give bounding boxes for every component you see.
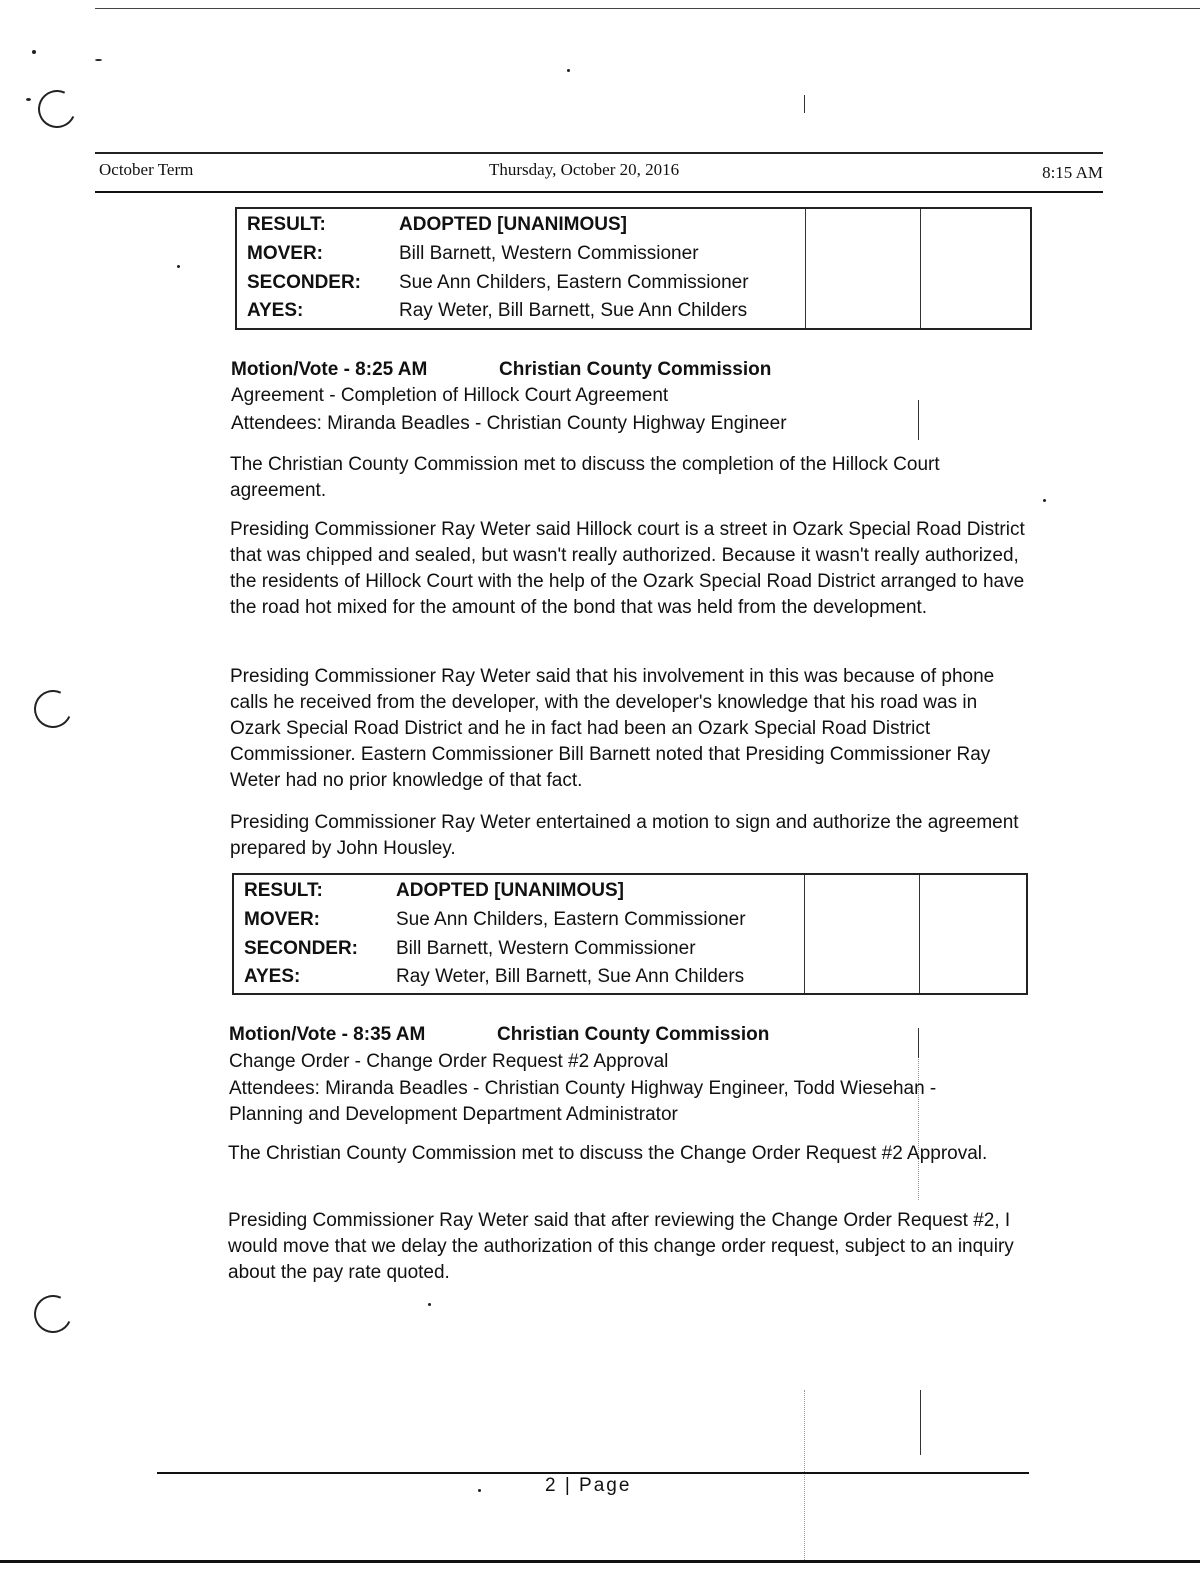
vote-value: Bill Barnett, Western Commissioner — [399, 243, 699, 264]
scan-speck — [26, 98, 31, 101]
scan-speck — [177, 265, 180, 268]
agenda-subject-2: Change Order - Change Order Request #2 Approval — [229, 1051, 669, 1072]
motion-time: Motion/Vote - 8:35 AM — [229, 1024, 426, 1045]
paragraph: Presiding Commissioner Ray Weter said that his involvement in this was because of phone calls he received from the developer, with the developer's knowledge that his road was in Ozark Special Road District and he in fact had been an Ozark Special Road District Commissioner. Eastern Commissioner Bill Barnett noted that Presiding Commissioner Ray Weter had no prior knowledge of that fact. — [230, 666, 995, 791]
agenda-subject-1: Agreement - Completion of Hillock Court Agreement — [231, 385, 669, 406]
scan-speck — [428, 1303, 431, 1306]
vote-result-table-1 — [235, 207, 1032, 330]
vote-value: Sue Ann Childers, Eastern Commissioner — [399, 272, 749, 293]
vote-value: Ray Weter, Bill Barnett, Sue Ann Childers — [399, 300, 748, 321]
vote-label: RESULT: — [247, 214, 326, 235]
page-number: 2 | Page — [545, 1475, 632, 1496]
scan-speck — [32, 50, 36, 54]
vote-value: Ray Weter, Bill Barnett, Sue Ann Childers — [396, 966, 745, 987]
vote-value: Bill Barnett, Western Commissioner — [396, 938, 696, 959]
table-column-divider — [919, 875, 920, 993]
header-bottom-rule — [95, 191, 1103, 193]
paragraph: Presiding Commissioner Ray Weter said Hillock court is a street in Ozark Special Road District that was chipped and sealed, but wasn't really authorized. Because it wasn't really authorized, the residents of Hillock Court with the help of the Ozark Special Road District arranged to have the road hot mixed for the amount of the bond that was held from the development. — [230, 519, 1025, 618]
meeting-date: Thursday, October 20, 2016 — [489, 160, 680, 179]
motion-heading-2 — [229, 1024, 770, 1046]
punch-hole-bottom — [29, 1290, 78, 1339]
vote-label: SECONDER: — [247, 272, 362, 293]
scan-dotted-line — [804, 1390, 805, 1560]
vote-label: AYES: — [244, 966, 301, 987]
vote-value: ADOPTED [UNANIMOUS] — [399, 214, 627, 235]
attendees-2-line-2: Planning and Development Department Administrator — [229, 1104, 678, 1125]
scan-speck — [1043, 499, 1046, 502]
motion-time: Motion/Vote - 8:25 AM — [231, 359, 428, 380]
vote-label: MOVER: — [244, 909, 320, 930]
vote-label: MOVER: — [247, 243, 323, 264]
vote-value: Sue Ann Childers, Eastern Commissioner — [396, 909, 746, 930]
footer-rule — [157, 1472, 1029, 1474]
table-column-divider — [805, 209, 806, 328]
vote-label: SECONDER: — [244, 938, 359, 959]
scan-mark — [918, 400, 919, 440]
attendees-2-line-1: Attendees: Miranda Beadles - Christian County Highway Engineer, Todd Wiesehan - — [229, 1078, 937, 1099]
paragraph: Presiding Commissioner Ray Weter entertained a motion to sign and authorize the agreement prepared by John Housley. — [230, 812, 1019, 859]
scan-top-edge — [95, 8, 1200, 9]
table-column-divider — [920, 209, 921, 328]
commission-name: Christian County Commission — [499, 359, 772, 380]
vote-label: RESULT: — [244, 880, 323, 901]
punch-hole-middle — [29, 685, 78, 734]
scan-speck — [95, 59, 102, 61]
motion-heading-1 — [231, 359, 772, 381]
commission-name: Christian County Commission — [497, 1024, 770, 1045]
scan-bottom-edge — [0, 1560, 1200, 1563]
table-column-divider — [804, 875, 805, 993]
scan-speck — [478, 1489, 481, 1492]
scan-mark — [920, 1390, 921, 1455]
scan-mark — [804, 95, 805, 113]
vote-value: ADOPTED [UNANIMOUS] — [396, 880, 624, 901]
vote-result-table-2 — [232, 873, 1028, 995]
paragraph: The Christian County Commission met to discuss the Change Order Request #2 Approval. — [228, 1143, 988, 1164]
punch-hole-top — [33, 85, 82, 134]
paragraph: Presiding Commissioner Ray Weter said that after reviewing the Change Order Request #2, I would move that we delay the authorization of this change order request, subject to an inquiry about the pay rate quoted. — [228, 1210, 1014, 1283]
attendees-1: Attendees: Miranda Beadles - Christian County Highway Engineer — [231, 413, 787, 434]
scan-mark — [918, 1028, 919, 1058]
scan-speck — [567, 69, 570, 72]
vote-label: AYES: — [247, 300, 304, 321]
page-header — [99, 160, 1103, 184]
header-top-rule — [95, 152, 1103, 154]
meeting-time: 8:15 AM — [1042, 163, 1103, 182]
term-label: October Term — [99, 160, 194, 179]
paragraph: The Christian County Commission met to discuss the completion of the Hillock Court agreement. — [230, 454, 940, 501]
